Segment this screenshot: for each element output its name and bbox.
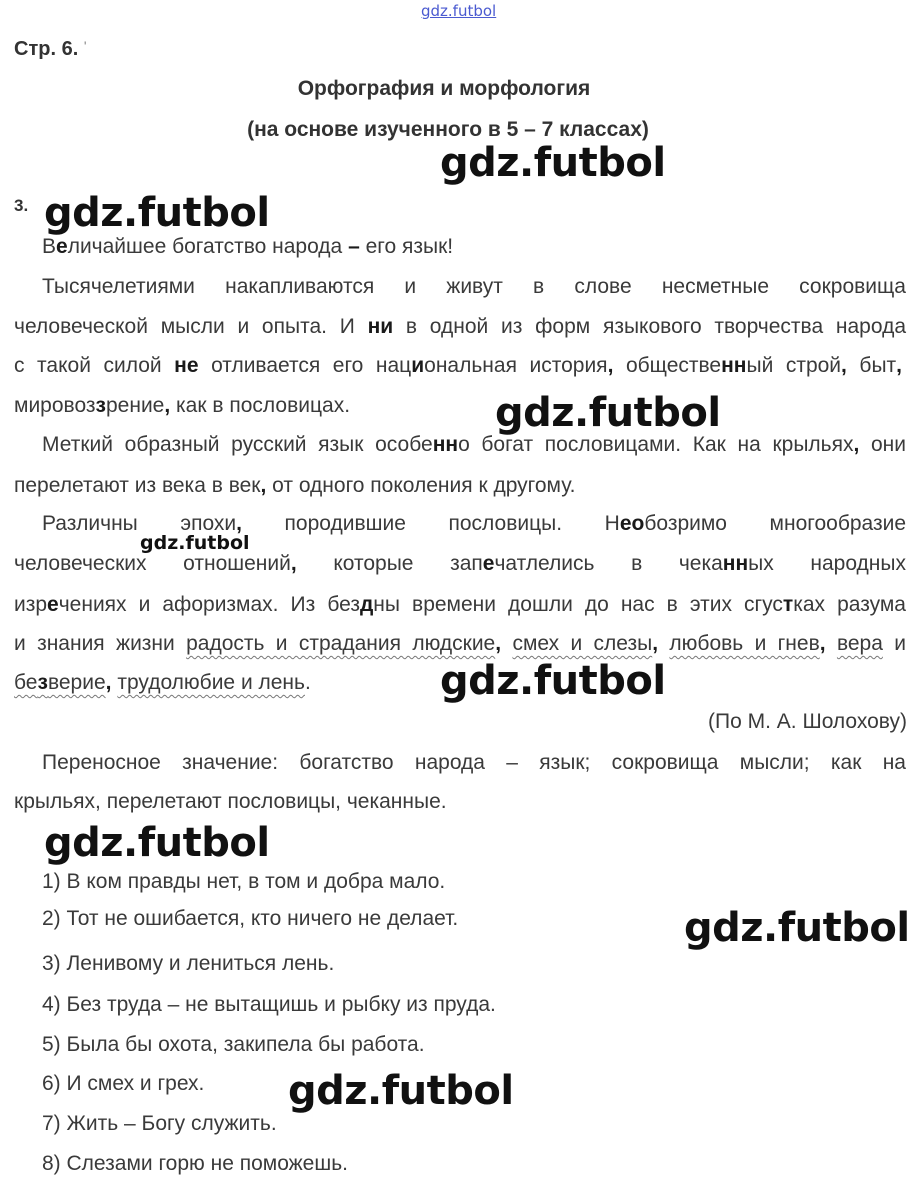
text-line: Меткий образный русский язык особенно богат пословицами. Как на крыльях, они bbox=[42, 433, 906, 456]
watermark: gdz.futbol bbox=[288, 1068, 514, 1114]
text-line: перелетают из века в век, от одного поколения к другому. bbox=[14, 474, 576, 497]
proverb-item: 8) Слезами горю не поможешь. bbox=[42, 1152, 348, 1175]
figurative-line: Переносное значение: богатство народа – язык; сокровища мысли; как на bbox=[42, 751, 906, 774]
watermark-top: gdz.futbol bbox=[421, 2, 497, 20]
watermark: gdz.futbol bbox=[44, 190, 270, 236]
page-ref-label: Стр. 6. bbox=[14, 38, 79, 60]
text-line: и знания жизни радость и страдания людские, смех и слезы, любовь и гнев, вера и bbox=[14, 632, 906, 655]
text-line: Величайшее богатство народа – его язык! bbox=[42, 235, 454, 258]
section-title: Орфография и морфология bbox=[297, 77, 591, 100]
text-source: (По М. А. Шолохову) bbox=[708, 710, 907, 733]
text-line: с такой силой не отливается его национальная история, общественный строй, быт, bbox=[14, 354, 903, 377]
section-subtitle: (на основе изученного в 5 – 7 классах) bbox=[247, 118, 649, 141]
proverb-item: 4) Без труда – не вытащишь и рыбку из пруда. bbox=[42, 993, 496, 1016]
watermark: gdz.futbol bbox=[440, 658, 666, 704]
proverb-item: 1) В ком правды нет, в том и добра мало. bbox=[42, 870, 446, 893]
watermark: gdz.futbol bbox=[140, 532, 250, 554]
figurative-line: крыльях, перелетают пословицы, чеканные. bbox=[14, 790, 447, 813]
text-line: мировоззрение, как в пословицах. bbox=[14, 394, 351, 417]
proverb-item: 5) Была бы охота, закипела бы работа. bbox=[42, 1033, 425, 1056]
proverb-item: 6) И смех и грех. bbox=[42, 1072, 205, 1095]
text-line: Различны эпохи, породившие пословицы. Необозримо многообразие bbox=[42, 512, 907, 535]
watermark: gdz.futbol bbox=[440, 140, 666, 186]
exercise-number: 3. bbox=[14, 196, 29, 215]
watermark: gdz.futbol bbox=[44, 820, 270, 866]
text-line: человеческой мысли и опыта. И ни в одной из форм языкового творчества народа bbox=[14, 315, 906, 338]
proverb-item: 2) Тот не ошибается, кто ничего не делает. bbox=[42, 907, 459, 930]
text-line: безверие, трудолюбие и лень. bbox=[14, 671, 311, 694]
watermark: gdz.futbol bbox=[495, 390, 721, 436]
text-line: Тысячелетиями накапливаются и живут в слове несметные сокровища bbox=[42, 275, 906, 298]
page-reference bbox=[14, 38, 87, 61]
proverb-item: 7) Жить – Богу служить. bbox=[42, 1112, 277, 1135]
text-line: человеческих отношений, которые запечатлелись в чеканных народных bbox=[14, 552, 907, 575]
page-ref-mark: ' bbox=[83, 38, 87, 54]
proverb-item: 3) Ленивому и лениться лень. bbox=[42, 952, 335, 975]
text-line: изречениях и афоризмах. Из бездны времени дошли до нас в этих сгустках разума bbox=[14, 593, 906, 616]
watermark: gdz.futbol bbox=[684, 905, 910, 951]
